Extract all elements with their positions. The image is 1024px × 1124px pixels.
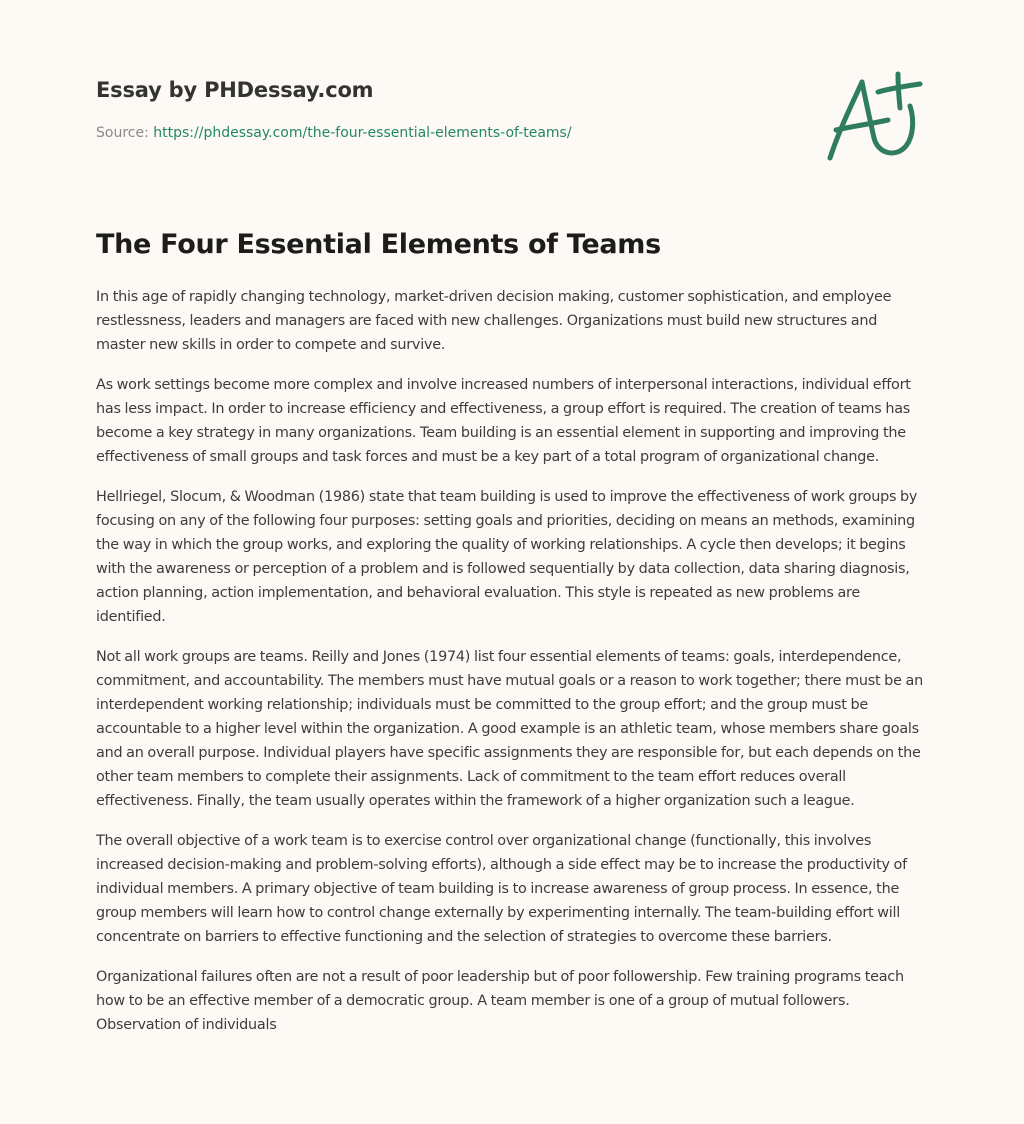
essay-body <box>96 285 928 1053</box>
paragraph: Organizational failures often are not a result of poor leadership but of poor followership. Few training programs teach how to be an effective member of a democratic group. A team member is one of a group of mutual followers. Observation of individuals <box>96 969 904 1033</box>
page-header <box>96 76 796 142</box>
source-label: Source: <box>96 125 149 141</box>
site-title: Essay by PHDessay.com <box>96 78 374 102</box>
a-plus-grade-icon <box>822 66 932 166</box>
document-title: The Four Essential Elements of Teams <box>96 229 661 260</box>
paragraph: In this age of rapidly changing technology, market-driven decision making, customer sophistication, and employee restlessness, leaders and managers are faced with new challenges. Organizations must build new structures and master new skills in order to compete and survive. <box>96 289 892 353</box>
paragraph: As work settings become more complex and involve increased numbers of interpersonal interactions, individual effort has less impact. In order to increase efficiency and effectiveness, a group effort is required. The creation of teams has become a key strategy in many organizations. Team building is an essential element in supporting and improving the effectiveness of small groups and task forces and must be a key part of a total program of organizational change. <box>96 377 911 465</box>
source-link[interactable]: https://phdessay.com/the-four-essential-elements-of-teams/ <box>153 125 572 141</box>
source-line <box>96 124 796 142</box>
paragraph: Not all work groups are teams. Reilly and Jones (1974) list four essential elements of teams: goals, interdependence, commitment, and accountability. The members must have mutual goals or a reason to work together; there must be an interdependent working relationship; individuals must be committed to the group effort; and the group must be accountable to a higher level within the organization. A good example is an athletic team, whose members share goals and an overall purpose. Individual players have specific assignments they are responsible for, but each depends on the other team members to complete their assignments. Lack of commitment to the team effort reduces overall effectiveness. Finally, the team usually operates within the framework of a higher organization such a league. <box>96 649 923 809</box>
paragraph: The overall objective of a work team is to exercise control over organizational change (functionally, this involves increased decision-making and problem-solving efforts), although a side effect may be to increase the productivity of individual members. A primary objective of team building is to increase awareness of group process. In essence, the group members will learn how to control change externally by experimenting internally. The team-building effort will concentrate on barriers to effective functioning and the selection of strategies to overcome these barriers. <box>96 833 907 945</box>
paragraph: Hellriegel, Slocum, & Woodman (1986) state that team building is used to improve the effectiveness of work groups by focusing on any of the following four purposes: setting goals and priorities, deciding on means an methods, examining the way in which the group works, and exploring the quality of working relationships. A cycle then develops; it begins with the awareness or perception of a problem and is followed sequentially by data collection, data sharing diagnosis, action planning, action implementation, and behavioral evaluation. This style is repeated as new problems are identified. <box>96 489 918 625</box>
